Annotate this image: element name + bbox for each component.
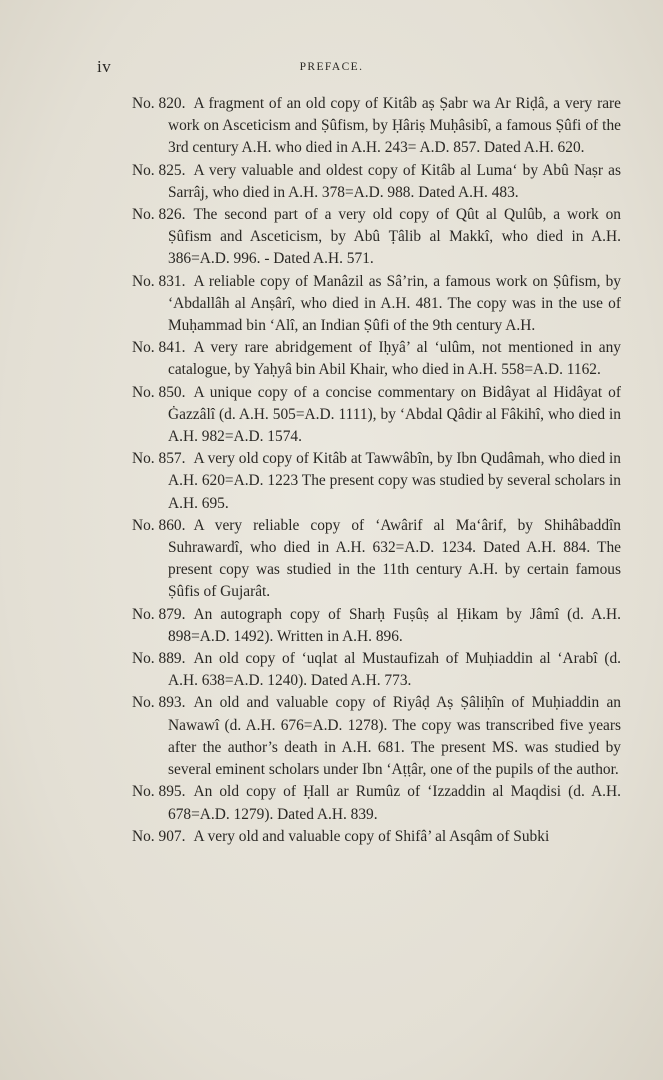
entry-889 xyxy=(0,648,663,692)
entry-number: No. 889. xyxy=(132,650,186,668)
entry-text: A very valuable and oldest copy of Kitâb al Luma‘ by Abû Naṣr as Sarrâj, who died in A.H. 378=A.D. 988. Dated A.H. 483. xyxy=(168,161,621,201)
entry-text: A very old copy of Kitâb at Tawwâbîn, by Ibn Qudâmah, who died in A.H. 620=A.D. 1223 The present copy was studied by several scholars in A.H. 695. xyxy=(168,450,621,512)
entry-number: No. 841. xyxy=(132,339,186,357)
entry-820 xyxy=(0,93,663,160)
entry-number: No. 907. xyxy=(132,827,186,845)
entry-895 xyxy=(0,781,663,825)
entry-text: An old copy of Ḥall ar Rumûz of ‘Izzaddin al Maqdisi (d. A.H. 678=A.D. 1279). Dated A.H. 839. xyxy=(168,783,621,823)
entry-text: A very old and valuable copy of Shifâ’ al Asqâm of Subki xyxy=(193,827,550,845)
entry-number: No. 860. xyxy=(132,516,186,534)
manuscript-entries-list xyxy=(0,93,663,848)
entry-text: The second part of a very old copy of Qût al Qulûb, a work on Ṣûfism and Asceticism, by Abû Ṭâlib al Makkî, who died in A.H. 386=A.D. 996. - Dated A.H. 571. xyxy=(168,206,621,268)
entry-text: A fragment of an old copy of Kitâb aṣ Ṣabr wa Ar Riḍâ, a very rare work on Asceticism and Ṣûfism, by Ḥâriṣ Muḥâsibî, a famous Ṣûfi of the 3rd century A.H. who died in A.H. 243= A.D. 857. Dated A.H. 620. xyxy=(168,95,621,157)
entry-number: No. 831. xyxy=(132,272,186,290)
entry-879 xyxy=(0,604,663,648)
entry-text: An autograph copy of Sharḥ Fuṣûṣ al Ḥikam by Jâmî (d. A.H. 898=A.D. 1492). Written in A.H. 896. xyxy=(168,605,621,645)
entry-text: A unique copy of a concise commentary on Bidâyat al Hidâyat of Ġazzâlî (d. A.H. 505=A.D. 1111), by ‘Abdal Qâdir al Fâkihî, who died in A.H. 982=A.D. 1574. xyxy=(168,383,621,446)
entry-number: No. 826. xyxy=(132,206,186,224)
entry-text: A very reliable copy of ‘Awârif al Ma‘ârif, by Shihâbaddîn Suhrawardî, who died in A.H. 632=A.D. 1234. Dated A.H. 884. The present copy was studied in the 11th century A.H. by certain famous Ṣûfis of Gujarât. xyxy=(168,516,621,601)
entry-831 xyxy=(0,271,663,338)
entry-number: No. 895. xyxy=(132,783,186,801)
entry-841 xyxy=(0,337,663,381)
entry-number: No. 820. xyxy=(132,95,186,112)
page-number: iv xyxy=(97,57,112,76)
entry-text: An old and valuable copy of Riyâḍ Aṣ Ṣâliḥîn of Muḥiaddin an Nawawî (d. A.H. 676=A.D. 1278). The copy was transcribed five years after the author’s death in A.H. 681. The present MS. was studied by several eminent scholars under Ibn ‘Aṭṭâr, one of the pupils of the author. xyxy=(168,694,621,779)
page-header xyxy=(0,57,663,81)
entry-text: A reliable copy of Manâzil as Sâ’rin, a famous work on Ṣûfism, by ‘Abdallâh al Anṣârî, who died in A.H. 481. The copy was in the use of Muḥammad bin ‘Alî, an Indian Ṣûfi of the 9th century A.H. xyxy=(168,272,621,335)
entry-826 xyxy=(0,204,663,271)
entry-857 xyxy=(0,448,663,515)
entry-number: No. 825. xyxy=(132,161,186,179)
entry-number: No. 850. xyxy=(132,383,186,401)
entry-text: A very rare abridgement of Iḥyâ’ al ‘ulûm, not mentioned in any catalogue, by Yaḥyâ bin Abil Khair, who died in A.H. 558=A.D. 1162. xyxy=(168,339,621,379)
entry-893 xyxy=(0,692,663,781)
entry-number: No. 893. xyxy=(132,694,186,712)
entry-850 xyxy=(0,382,663,449)
entry-860 xyxy=(0,515,663,604)
entry-907 xyxy=(0,826,663,848)
entry-text: An old copy of ‘uqlat al Mustaufizah of Muḥiaddin al ‘Arabî (d. A.H. 638=A.D. 1240). Dated A.H. 773. xyxy=(168,650,621,690)
entry-825 xyxy=(0,160,663,204)
entry-number: No. 879. xyxy=(132,605,186,623)
running-title: PREFACE. xyxy=(299,61,364,73)
entry-number: No. 857. xyxy=(132,450,186,468)
